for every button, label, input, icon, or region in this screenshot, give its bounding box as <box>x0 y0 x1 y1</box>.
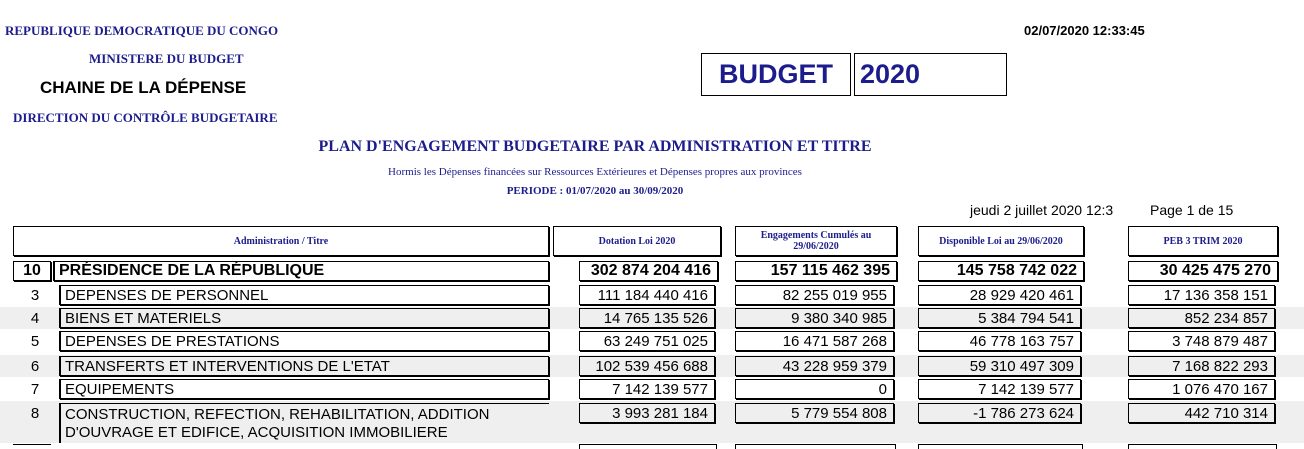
column-header-engagements: Engagements Cumulés au 29/06/2020 <box>735 226 897 256</box>
row-name: DEPENSES DE PRESTATIONS <box>59 331 549 351</box>
row-engagements: 82 255 019 955 <box>735 285 894 305</box>
row-peb: 17 136 358 151 <box>1128 285 1275 305</box>
budget-label-box: BUDGET <box>701 53 851 96</box>
row-dotation: 7 142 139 577 <box>579 379 715 399</box>
row-code: 3 <box>30 286 40 304</box>
row-peb: 852 234 857 <box>1128 308 1275 328</box>
row-peb: 3 748 879 487 <box>1128 331 1275 351</box>
header-direction: DIRECTION DU CONTRÔLE BUDGETAIRE <box>13 110 278 125</box>
table-row <box>0 285 1304 305</box>
admin-engagements: 157 115 462 395 <box>735 261 897 281</box>
row-disponible: 7 142 139 577 <box>918 379 1081 399</box>
report-title: PLAN D'ENGAGEMENT BUDGETAIRE PAR ADMINISTRATION ET TITRE <box>318 138 872 155</box>
header-ministry: MINISTERE DU BUDGET <box>89 51 244 66</box>
admin-code: 10 <box>13 261 51 281</box>
row-dotation: 63 249 751 025 <box>579 331 715 351</box>
print-date: jeudi 2 juillet 2020 12:3 <box>970 202 1114 218</box>
admin-peb: 30 425 475 270 <box>1128 261 1278 281</box>
header-timestamp: 02/07/2020 12:33:45 <box>1024 23 1145 38</box>
row-code: 8 <box>30 404 40 422</box>
table-row <box>0 403 1304 443</box>
table-row <box>0 356 1304 376</box>
administration-row <box>0 261 1304 281</box>
row-peb: 7 168 822 293 <box>1128 356 1275 376</box>
row-name: TRANSFERTS ET INTERVENTIONS DE L'ETAT <box>59 356 549 376</box>
row-code: 5 <box>30 332 40 350</box>
row-engagements: 9 380 340 985 <box>735 308 894 328</box>
header-republic: REPUBLIQUE DEMOCRATIQUE DU CONGO <box>5 23 279 38</box>
row-peb: 1 076 470 167 <box>1128 379 1275 399</box>
row-disponible: -1 786 273 624 <box>918 403 1081 423</box>
table-row <box>0 308 1304 328</box>
row-dotation: 14 765 135 526 <box>579 308 715 328</box>
row-dotation: 102 539 456 688 <box>579 356 715 376</box>
column-header-disponible: Disponible Loi au 29/06/2020 <box>918 226 1084 256</box>
row-dotation: 111 184 440 416 <box>579 285 715 305</box>
table-row <box>0 379 1304 399</box>
table-row <box>0 331 1304 351</box>
admin-name: PRÉSIDENCE DE LA RÉPUBLIQUE <box>53 261 549 281</box>
row-peb: 442 710 314 <box>1128 403 1275 423</box>
budget-year-box: 2020 <box>854 53 1007 96</box>
row-name: CONSTRUCTION, REFECTION, REHABILITATION, ADDITION D'OUVRAGE ET EDIFICE, ACQUISITION IMMOBILIERE <box>59 403 549 443</box>
column-header-admin: Administration / Titre <box>13 226 549 256</box>
row-dotation: 3 993 281 184 <box>579 403 715 423</box>
row-disponible: 59 310 497 309 <box>918 356 1081 376</box>
row-engagements: 5 779 554 808 <box>735 403 894 423</box>
report-subtitle: Hormis les Dépenses financées sur Ressources Extérieures et Dépenses propres aux provinces <box>388 166 802 178</box>
row-disponible: 5 384 794 541 <box>918 308 1081 328</box>
next-row-edge <box>0 444 1304 448</box>
header-chain: CHAINE DE LA DÉPENSE <box>40 78 247 97</box>
column-header-peb: PEB 3 TRIM 2020 <box>1128 226 1278 256</box>
admin-dotation: 302 874 204 416 <box>579 261 718 281</box>
row-engagements: 43 228 959 379 <box>735 356 894 376</box>
row-name: BIENS ET MATERIELS <box>59 308 549 328</box>
row-disponible: 28 929 420 461 <box>918 285 1081 305</box>
row-code: 7 <box>30 380 40 398</box>
row-code: 6 <box>30 357 40 375</box>
row-engagements: 0 <box>735 379 894 399</box>
row-name: EQUIPEMENTS <box>59 379 549 399</box>
row-code: 4 <box>30 309 40 327</box>
row-engagements: 16 471 587 268 <box>735 331 894 351</box>
row-name: DEPENSES DE PERSONNEL <box>59 285 549 305</box>
admin-disponible: 145 758 742 022 <box>918 261 1084 281</box>
page-indicator: Page 1 de 15 <box>1150 202 1234 218</box>
report-period: PERIODE : 01/07/2020 au 30/09/2020 <box>506 185 684 197</box>
row-disponible: 46 778 163 757 <box>918 331 1081 351</box>
column-header-dotation: Dotation Loi 2020 <box>553 226 721 256</box>
